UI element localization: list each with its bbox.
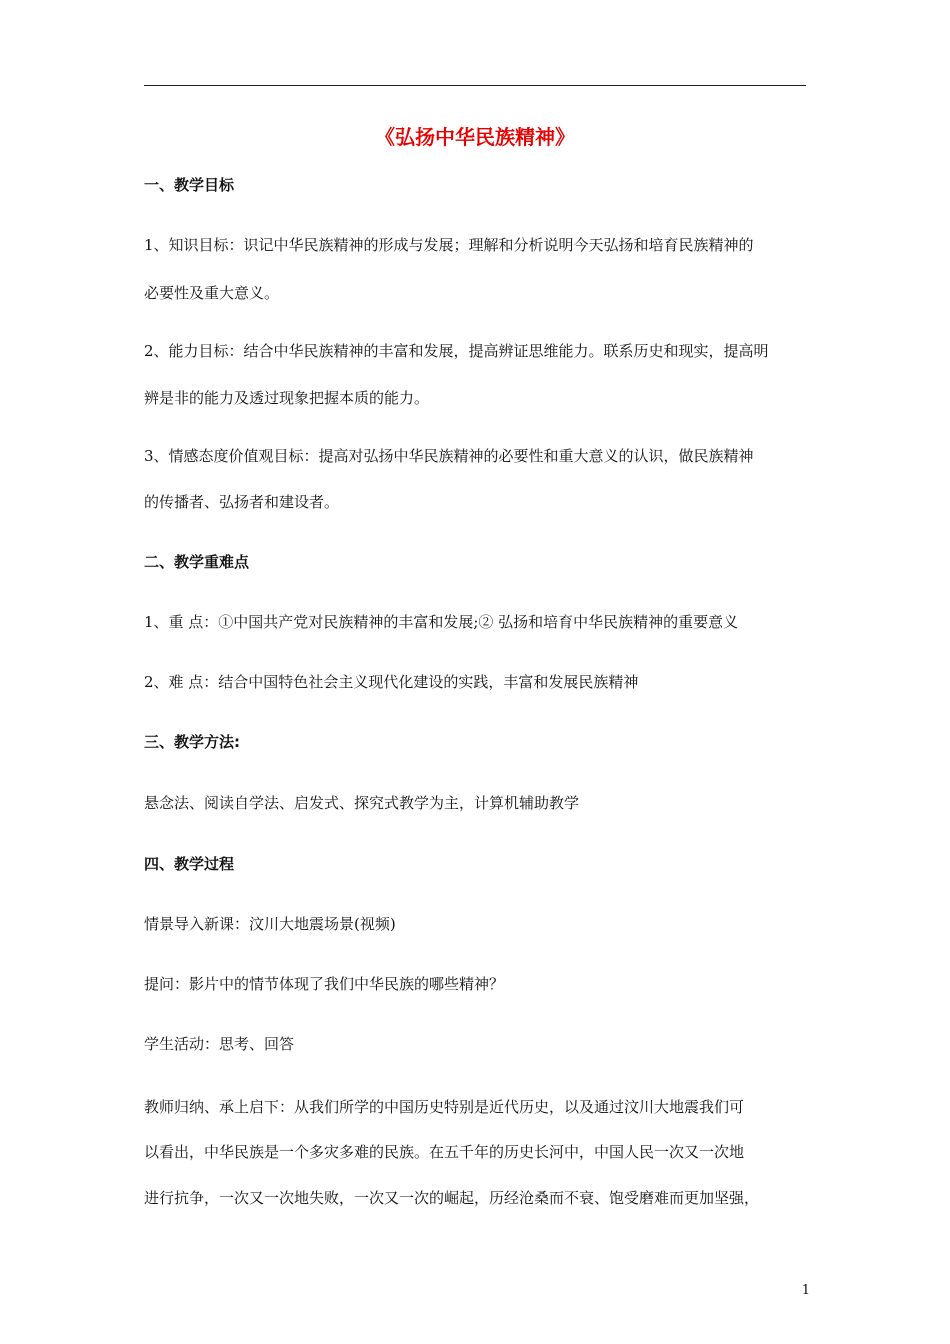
process-summary-line2: 以看出，中华民族是一个多灾多难的民族。在五千年的历史长河中，中国人民一次又一次地 <box>144 1143 745 1161</box>
section-heading-process: 四、教学过程 <box>144 855 235 873</box>
section-heading-key-points: 二、教学重难点 <box>144 553 250 571</box>
difficult-point-line: 2、难 点：结合中国特色社会主义现代化建设的实践，丰富和发展民族精神 <box>144 673 639 691</box>
process-intro-line: 情景导入新课：汶川大地震场景(视频) <box>144 915 396 933</box>
process-summary-line1: 教师归纳、承上启下：从我们所学的中国历史特别是近代历史，以及通过汶川大地震我们可 <box>144 1098 745 1116</box>
page-number: 1 <box>801 1283 810 1298</box>
objective-ability-line1: 2、能力目标：结合中华民族精神的丰富和发展，提高辨证思维能力。联系历史和现实，提高明 <box>144 342 769 360</box>
objective-knowledge-line1: 1、知识目标：识记中华民族精神的形成与发展；理解和分析说明今天弘扬和培育民族精神的 <box>144 236 754 254</box>
section-heading-objectives: 一、教学目标 <box>144 176 235 194</box>
methods-line: 悬念法、阅读自学法、启发式、探究式教学为主，计算机辅助教学 <box>144 794 580 812</box>
objective-emotion-line1: 3、情感态度价值观目标：提高对弘扬中华民族精神的必要性和重大意义的认识，做民族精神 <box>144 447 754 465</box>
objective-emotion-line2: 的传播者、弘扬者和建设者。 <box>144 493 340 511</box>
key-point-line: 1、重 点：①中国共产党对民族精神的丰富和发展;② 弘扬和培育中华民族精神的重要意义 <box>144 613 739 631</box>
process-summary-line3: 进行抗争，一次又一次地失败，一次又一次的崛起，历经沧桑而不衰、饱受磨难而更加坚强， <box>144 1189 760 1207</box>
document-title: 《弘扬中华民族精神》 <box>375 125 575 149</box>
objective-knowledge-line2: 必要性及重大意义。 <box>144 284 280 302</box>
header-rule <box>144 85 806 86</box>
process-student-activity-line: 学生活动：思考、回答 <box>144 1035 295 1053</box>
objective-ability-line2: 辨是非的能力及透过现象把握本质的能力。 <box>144 389 430 407</box>
section-heading-methods: 三、教学方法: <box>144 733 240 751</box>
process-question-line: 提问：影片中的情节体现了我们中华民族的哪些精神？ <box>144 975 505 993</box>
